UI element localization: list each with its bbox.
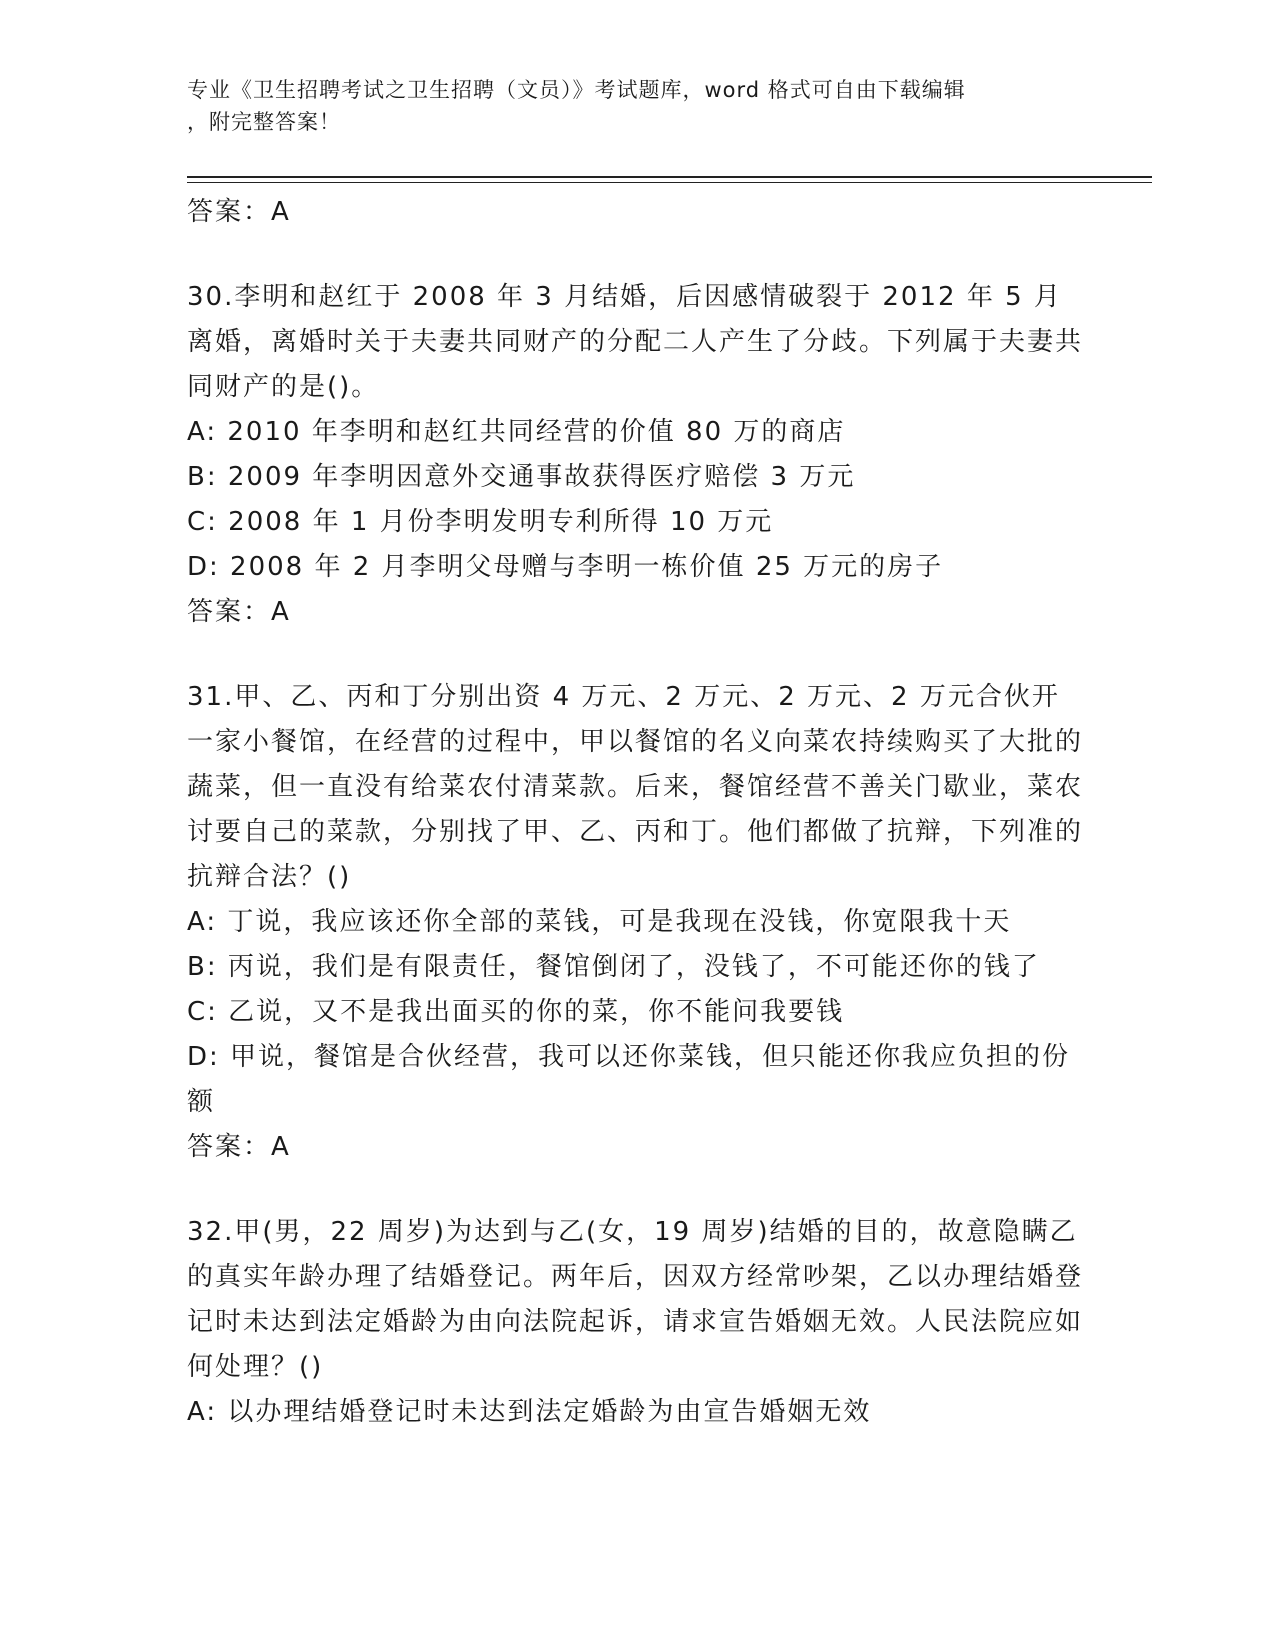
document-header	[187, 74, 1067, 138]
option-d: D: 2008 年 2 月李明父母赠与李明一栋价值 25 万元的房子	[187, 552, 944, 582]
question-stem: 32.甲(男，22 周岁)为达到与乙(女，19 周岁)结婚的目的，故意隐瞒乙的真实年龄办理了结婚登记。两年后，因双方经常吵架，乙以办理结婚登记时未达到法定婚龄为由向法院起诉，请求宣告婚姻无效。人民法院应如何处理？()	[187, 1217, 1084, 1382]
question-stem: 30.李明和赵红于 2008 年 3 月结婚，后因感情破裂于 2012 年 5 月离婚，离婚时关于夫妻共同财产的分配二人产生了分歧。下列属于夫妻共同财产的是()。	[187, 282, 1084, 402]
option-b: B: 丙说，我们是有限责任，餐馆倒闭了，没钱了，不可能还你的钱了	[187, 952, 1040, 982]
document-body	[187, 190, 1087, 1435]
question-stem: 31.甲、乙、丙和丁分别出资 4 万元、2 万元、2 万元、2 万元合伙开一家小餐馆，在经营的过程中，甲以餐馆的名义向菜农持续购买了大批的蔬菜，但一直没有给菜农付清菜款。后来，餐馆经营不善关门歇业，菜农讨要自己的菜款，分别找了甲、乙、丙和丁。他们都做了抗辩，下列准的抗辩合法？()	[187, 682, 1084, 892]
header-line-2: ，附完整答案！	[187, 110, 341, 134]
answer: 答案：A	[187, 597, 291, 627]
question-32	[187, 1210, 1087, 1435]
option-b: B: 2009 年李明因意外交通事故获得医疗赔偿 3 万元	[187, 462, 856, 492]
option-a: A: 2010 年李明和赵红共同经营的价值 80 万的商店	[187, 417, 846, 447]
option-c: C: 乙说，又不是我出面买的你的菜，你不能问我要钱	[187, 997, 845, 1027]
header-line-1: 专业《卫生招聘考试之卫生招聘（文员）》考试题库，word 格式可自由下载编辑	[187, 78, 966, 102]
header-rule-thick	[187, 176, 1152, 178]
question-30	[187, 275, 1087, 635]
option-a: A: 以办理结婚登记时未达到法定婚龄为由宣告婚姻无效	[187, 1397, 872, 1427]
header-rule-thin	[187, 182, 1152, 183]
option-d: D: 甲说，餐馆是合伙经营，我可以还你菜钱，但只能还你我应负担的份额	[187, 1042, 1071, 1117]
option-c: C: 2008 年 1 月份李明发明专利所得 10 万元	[187, 507, 774, 537]
question-31	[187, 675, 1087, 1170]
answer: 答案：A	[187, 1132, 291, 1162]
option-a: A: 丁说，我应该还你全部的菜钱，可是我现在没钱，你宽限我十天	[187, 907, 1012, 937]
answer-previous: 答案：A	[187, 197, 291, 227]
